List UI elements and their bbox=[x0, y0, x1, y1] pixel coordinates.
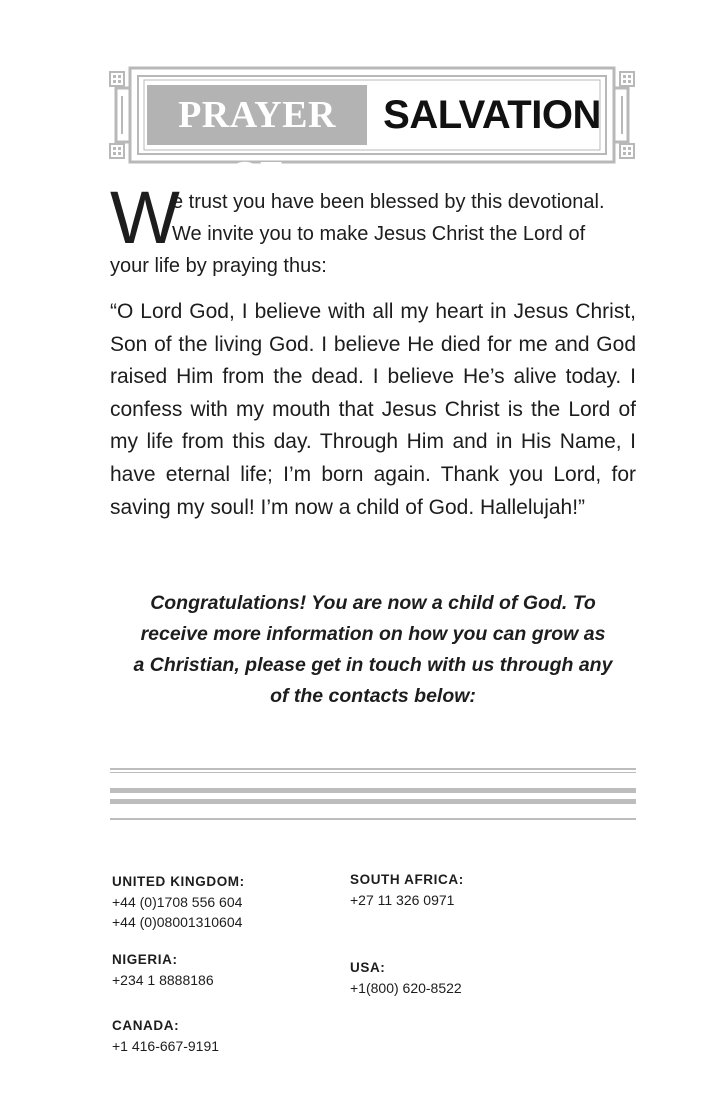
divider-line bbox=[110, 799, 636, 804]
divider-line bbox=[110, 788, 636, 793]
contact-label: SOUTH AFRICA: bbox=[350, 872, 464, 887]
title-salvation: SALVATION bbox=[383, 93, 601, 137]
contact-phone: +44 (0)1708 556 604 bbox=[112, 894, 243, 910]
congrats-line-1: Congratulations! You are now a child of God. To bbox=[150, 592, 596, 614]
contact-label: USA: bbox=[350, 960, 386, 975]
contact-phone: +27 11 326 0971 bbox=[350, 892, 455, 908]
contact-phone: +44 (0)08001310604 bbox=[112, 914, 243, 930]
divider-rules bbox=[110, 764, 636, 824]
divider-line bbox=[110, 818, 636, 820]
title-prayer-of: PRAYER OF bbox=[147, 85, 367, 145]
congrats-line-3: a Christian, please get in touch with us through any bbox=[133, 654, 613, 676]
drop-cap: W bbox=[110, 176, 180, 259]
contact-usa bbox=[350, 958, 462, 998]
contact-label: NIGERIA: bbox=[112, 952, 178, 967]
intro-line-1: e trust you have been blessed by this devotional. bbox=[172, 191, 605, 213]
congrats-line-2: receive more information on how you can grow as bbox=[140, 623, 606, 645]
divider-line bbox=[110, 768, 636, 770]
contact-south-africa bbox=[350, 870, 464, 910]
prayer-text: “O Lord God, I believe with all my heart in Jesus Christ, Son of the living God. I believe He died for me and God raised Him from the dead. I believe He’s alive today. I confess with my mouth that Jesus Christ is the Lord of my life from this day. Through Him and in His Name, I have eternal life; I’m born again. Thank you Lord, for saving my soul! I’m now a child of God. Hallelujah!” bbox=[110, 300, 636, 519]
contact-phone: +234 1 8888186 bbox=[112, 972, 214, 988]
contact-phone: +1(800) 620-8522 bbox=[350, 980, 462, 996]
contact-label: CANADA: bbox=[112, 1018, 180, 1033]
congrats-line-4: of the contacts below: bbox=[270, 685, 476, 707]
contact-canada bbox=[112, 1016, 219, 1056]
divider-line bbox=[110, 772, 636, 773]
intro-line-3: your life by praying thus: bbox=[110, 255, 327, 277]
congratulations-text bbox=[106, 588, 640, 712]
contact-label: UNITED KINGDOM: bbox=[112, 874, 245, 889]
contact-uk bbox=[112, 872, 245, 932]
intro-line-2: We invite you to make Jesus Christ the Lord of bbox=[172, 223, 586, 245]
contact-nigeria bbox=[112, 950, 214, 990]
contact-phone: +1 416-667-9191 bbox=[112, 1038, 220, 1054]
